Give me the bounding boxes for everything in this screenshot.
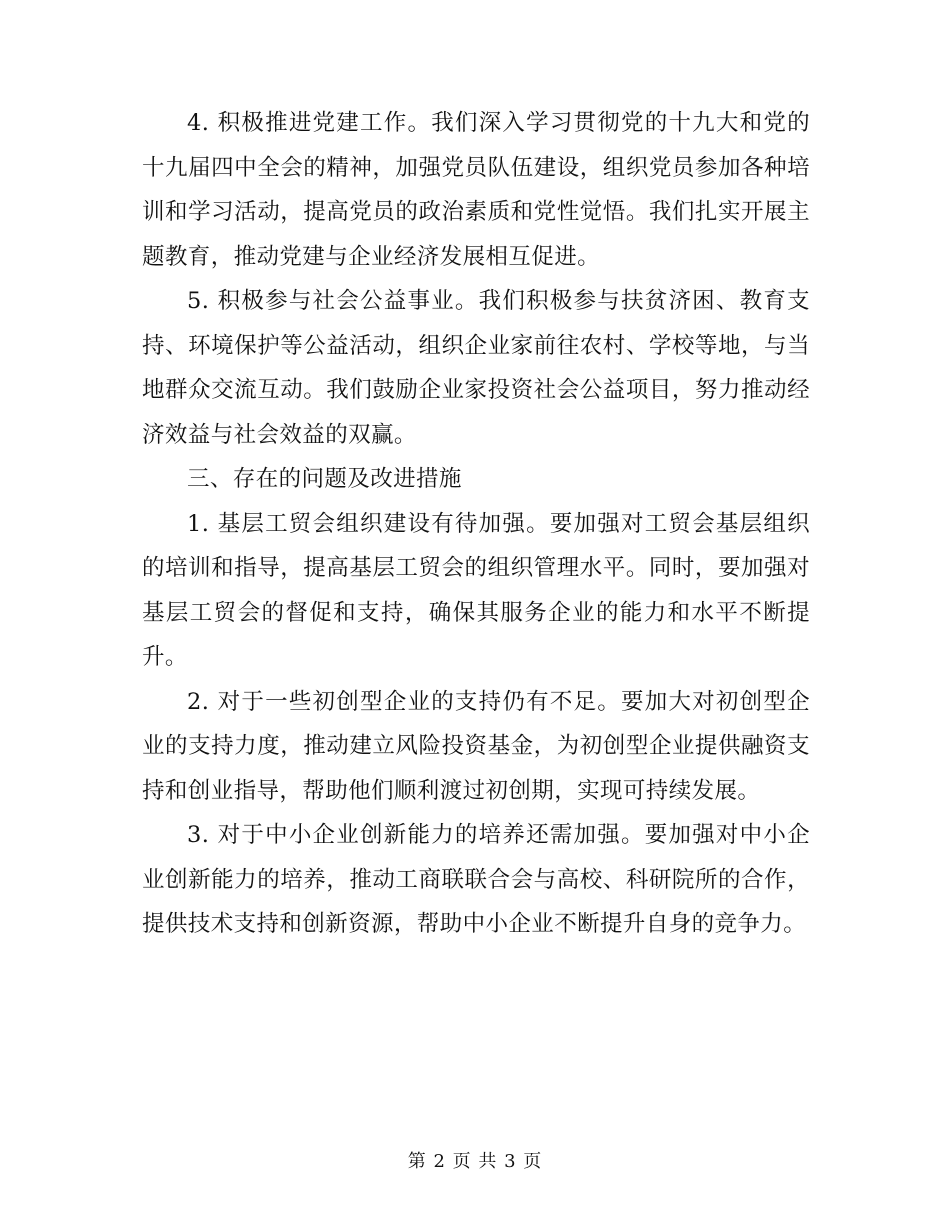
paragraph-innovation-capacity: 3. 对于中小企业创新能力的培养还需加强。要加强对中小企业创新能力的培养，推动工商联联合会与高校、科研院所的合作，提供技术支持和创新资源，帮助中小企业不断提升自身的竞争力。 — [142, 822, 810, 937]
page-number-footer: 第 2 页 共 3 页 — [407, 1151, 543, 1172]
paragraph-startup-support: 2. 对于一些初创型企业的支持仍有不足。要加大对初创型企业的支持力度，推动建立风险投资基金，为初创型企业提供融资支持和创业指导，帮助他们顺利渡过初创期，实现可持续发展。 — [142, 688, 810, 804]
paragraph-public-welfare: 5. 积极参与社会公益事业。我们积极参与扶贫济困、教育支持、环境保护等公益活动，组织企业家前往农村、学校等地，与当地群众交流互动。我们鼓励企业家投资社会公益项目，努力推动经济效益与社会效益的双赢。 — [142, 288, 810, 448]
document-body — [142, 101, 810, 947]
paragraph-party-building: 4. 积极推进党建工作。我们深入学习贯彻党的十九大和党的十九届四中全会的精神，加强党员队伍建设，组织党员参加各种培训和学习活动，提高党员的政治素质和党性觉悟。我们扎实开展主题教育，推动党建与企业经济发展相互促进。 — [142, 110, 810, 270]
section-heading-problems: 三、存在的问题及改进措施 — [187, 466, 462, 492]
paragraph-grassroots-organization: 1. 基层工贸会组织建设有待加强。要加强对工贸会基层组织的培训和指导，提高基层工贸会的组织管理水平。同时，要加强对基层工贸会的督促和支持，确保其服务企业的能力和水平不断提升。 — [142, 510, 810, 670]
